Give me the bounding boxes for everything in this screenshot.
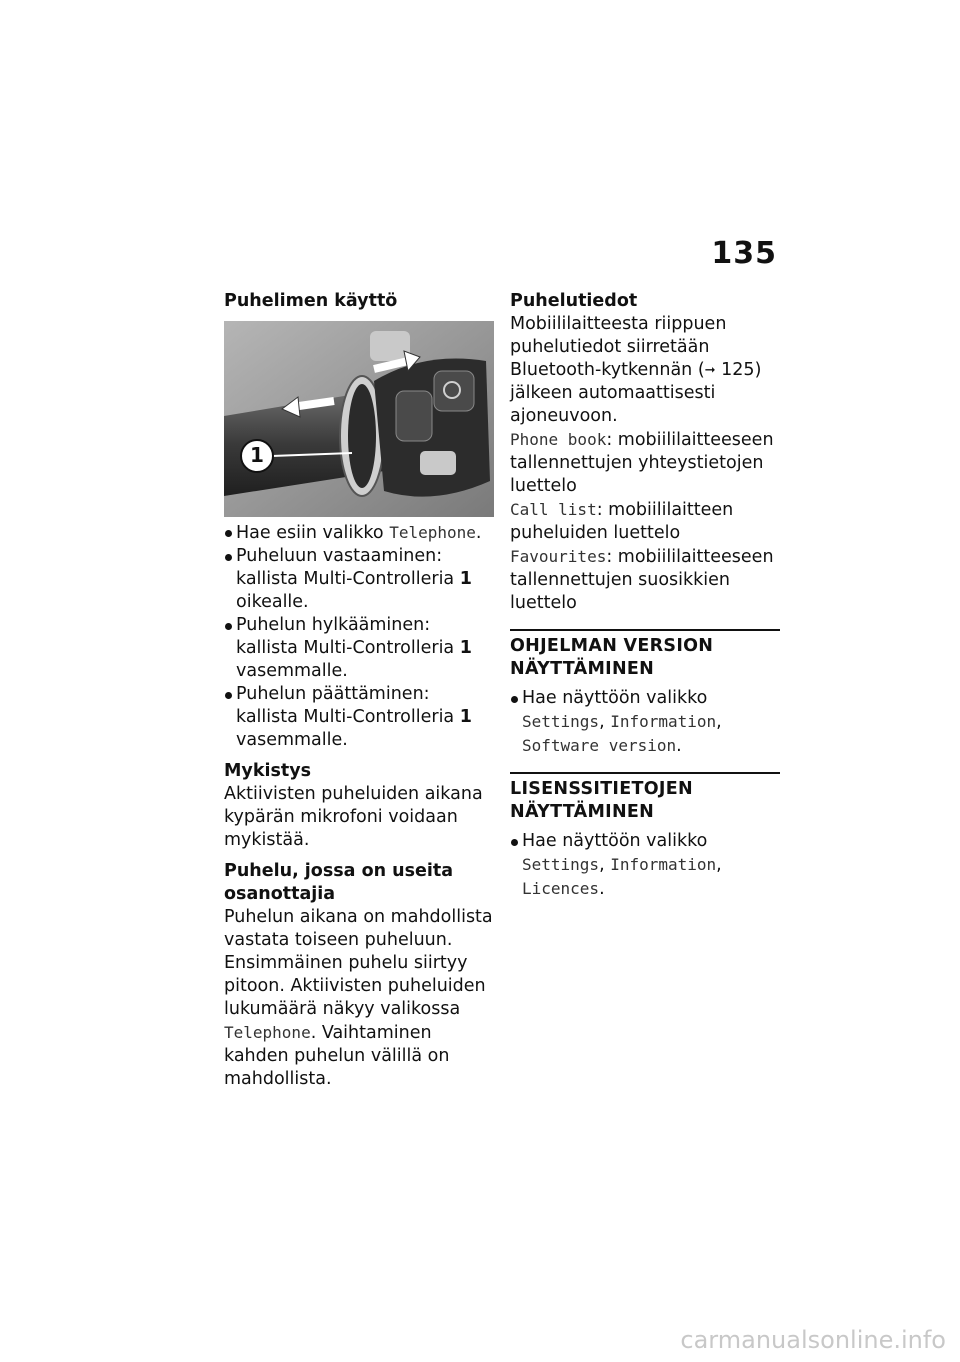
licences-menu-path: Settings, Information, Licences. bbox=[522, 855, 722, 899]
phone-steps-list bbox=[224, 521, 494, 752]
call-list-item: Call list: mobiililaitteen puheluiden luettelo bbox=[510, 500, 734, 543]
handlebar-illustration bbox=[224, 321, 494, 517]
section-licences bbox=[510, 772, 780, 901]
licences-list bbox=[510, 830, 780, 853]
section-software-version bbox=[510, 629, 780, 758]
phone-book-item: Phone book: mobiililaitteeseen tallennettujen yhteystietojen luettelo bbox=[510, 430, 774, 496]
software-version-menu-path: Settings, Information, Software version. bbox=[522, 712, 722, 756]
mute-paragraph: Aktiivisten puheluiden aikana kypärän mikrofoni voidaan mykistää. bbox=[224, 784, 483, 850]
list-item: Hae esiin valikko Telephone. bbox=[224, 521, 494, 545]
conference-paragraph: Puhelun aikana on mahdollista vastata toiseen puheluun. Ensimmäinen puhelu siirtyy pitoon. Aktiivisten puheluiden lukumäärä näkyy valikossa Telephone. Vaihtaminen kahden puhelun välillä on mahdollista. bbox=[224, 907, 493, 1089]
section-title-licences: LISENSSITIETOJEN NÄYTTÄMINEN bbox=[510, 779, 693, 822]
call-data-paragraph: Mobiililaitteesta riippuen puhelutiedot siirretään Bluetooth-kytkennän (➞ 125) jälkeen automaattisesti ajoneuvoon. bbox=[510, 314, 762, 426]
callout-label: 1 bbox=[250, 443, 264, 467]
section-heading-conference: Puhelu, jossa on useita osanottajia bbox=[224, 861, 454, 904]
page-number: 135 bbox=[711, 236, 777, 271]
software-version-list bbox=[510, 687, 780, 710]
section-heading-mute: Mykistys bbox=[224, 761, 312, 781]
section-heading-call-data: Puhelutiedot bbox=[510, 291, 638, 311]
list-item: Hae näyttöön valikko bbox=[510, 830, 780, 853]
list-item: Puhelun päättäminen: kallista Multi-Controlleria 1 vasemmalle. bbox=[224, 683, 494, 752]
list-item: Puhelun hylkääminen: kallista Multi-Controlleria 1 vasemmalle. bbox=[224, 614, 494, 683]
section-title-software-version: OHJELMAN VERSION NÄYTTÄMINEN bbox=[510, 636, 714, 679]
left-column bbox=[224, 290, 494, 1091]
right-column bbox=[510, 290, 780, 901]
page-reference-arrow-icon: ➞ bbox=[704, 363, 716, 378]
list-item: Puheluun vastaaminen: kallista Multi-Controlleria 1 oikealle. bbox=[224, 545, 494, 614]
section-heading-phone-use: Puhelimen käyttö bbox=[224, 291, 398, 311]
handlebar-photo bbox=[224, 321, 494, 517]
watermark: carmanualsonline.info bbox=[680, 1326, 946, 1354]
list-item: Hae näyttöön valikko bbox=[510, 687, 780, 710]
favourites-item: Favourites: mobiililaitteeseen tallennettujen suosikkien luettelo bbox=[510, 547, 774, 613]
